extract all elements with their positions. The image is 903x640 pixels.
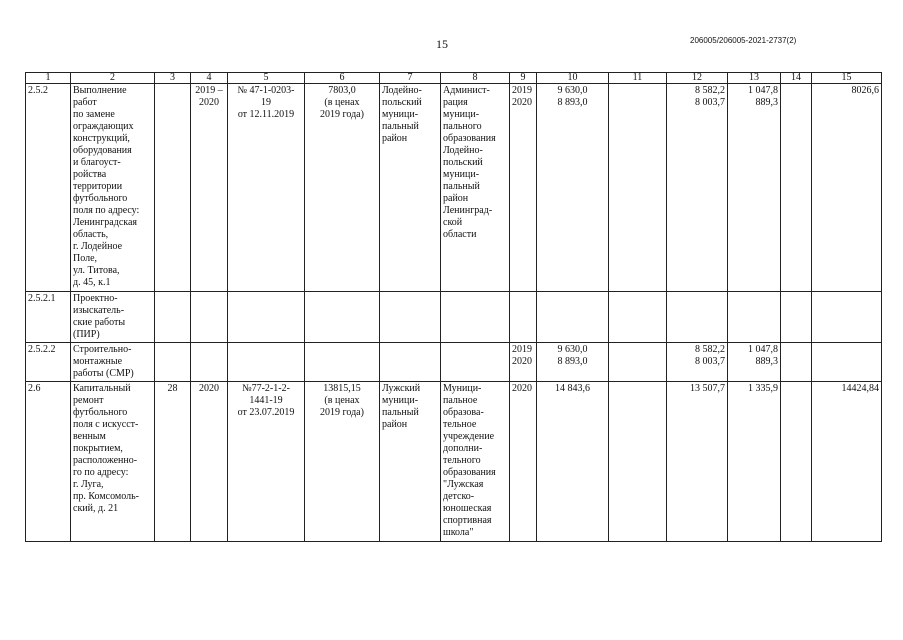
header-row — [26, 73, 882, 84]
cell-col14 — [781, 84, 812, 292]
row-number: 2.5.2.2 — [26, 343, 71, 382]
table-row — [26, 343, 882, 382]
cell-col11 — [609, 343, 667, 382]
period — [191, 292, 228, 343]
expertise-number — [228, 343, 305, 382]
cell-col3 — [155, 343, 191, 382]
customer: Админист- рация муници- пального образования Лодейно- польский муници- пальный район Ленинград- ской области — [441, 84, 510, 292]
total-amount — [537, 292, 609, 343]
customer — [441, 343, 510, 382]
customer — [441, 292, 510, 343]
header-cell: 5 — [228, 73, 305, 84]
estimated-cost: 13815,15 (в ценах 2019 года) — [305, 382, 380, 542]
expertise-number: № 47-1-0203- 19 от 12.11.2019 — [228, 84, 305, 292]
header-cell: 14 — [781, 73, 812, 84]
document-id: 206005/206005-2021-2737(2) — [690, 36, 797, 45]
cell-col14 — [781, 292, 812, 343]
header-cell: 4 — [191, 73, 228, 84]
expertise-number: №77-2-1-2- 1441-19 от 23.07.2019 — [228, 382, 305, 542]
cell-col11 — [609, 382, 667, 542]
regional-amount — [667, 292, 728, 343]
final-value — [812, 292, 882, 343]
local-amount: 1 047,8 889,3 — [728, 343, 781, 382]
year-cell: 2019 2020 — [510, 84, 537, 292]
district — [380, 292, 441, 343]
header-cell: 11 — [609, 73, 667, 84]
regional-amount: 8 582,2 8 003,7 — [667, 84, 728, 292]
work-description: Капитальный ремонт футбольного поля с искусст- венным покрытием, расположенно- го по адресу: г. Луга, пр. Комсомоль- ский, д. 21 — [71, 382, 155, 542]
cell-col11 — [609, 84, 667, 292]
header-cell: 8 — [441, 73, 510, 84]
period: 2019 – 2020 — [191, 84, 228, 292]
project-table — [25, 72, 882, 542]
local-amount — [728, 292, 781, 343]
expertise-number — [228, 292, 305, 343]
header-cell: 2 — [71, 73, 155, 84]
row-number: 2.5.2.1 — [26, 292, 71, 343]
cell-col14 — [781, 343, 812, 382]
row-number: 2.6 — [26, 382, 71, 542]
cell-col3: 28 — [155, 382, 191, 542]
table-row — [26, 382, 882, 542]
final-value: 14424,84 — [812, 382, 882, 542]
regional-amount: 8 582,2 8 003,7 — [667, 343, 728, 382]
district: Лодейно- польский муници- пальный район — [380, 84, 441, 292]
header-cell: 10 — [537, 73, 609, 84]
year-cell — [510, 292, 537, 343]
work-description: Строительно- монтажные работы (СМР) — [71, 343, 155, 382]
district — [380, 343, 441, 382]
cell-col11 — [609, 292, 667, 343]
table-row — [26, 292, 882, 343]
cell-col14 — [781, 382, 812, 542]
year-cell: 2019 2020 — [510, 343, 537, 382]
estimated-cost — [305, 343, 380, 382]
header-cell: 3 — [155, 73, 191, 84]
table-row — [26, 84, 882, 292]
total-amount: 9 630,0 8 893,0 — [537, 343, 609, 382]
page-number: 15 — [436, 37, 448, 51]
local-amount: 1 335,9 — [728, 382, 781, 542]
work-description: Выполнение работ по замене ограждающих конструкций, оборудования и благоуст- ройства территории футбольного поля по адресу: Ленинградская область, г. Лодейное Поле, ул. Титова, д. 45, к.1 — [71, 84, 155, 292]
header-cell: 12 — [667, 73, 728, 84]
header-cell: 13 — [728, 73, 781, 84]
header-cell: 15 — [812, 73, 882, 84]
total-amount: 9 630,0 8 893,0 — [537, 84, 609, 292]
final-value — [812, 343, 882, 382]
cell-col3 — [155, 292, 191, 343]
period — [191, 343, 228, 382]
estimated-cost — [305, 292, 380, 343]
header-cell: 6 — [305, 73, 380, 84]
estimated-cost: 7803,0 (в ценах 2019 года) — [305, 84, 380, 292]
header-cell: 9 — [510, 73, 537, 84]
total-amount: 14 843,6 — [537, 382, 609, 542]
cell-col3 — [155, 84, 191, 292]
row-number: 2.5.2 — [26, 84, 71, 292]
header-cell: 7 — [380, 73, 441, 84]
header-cell: 1 — [26, 73, 71, 84]
period: 2020 — [191, 382, 228, 542]
regional-amount: 13 507,7 — [667, 382, 728, 542]
local-amount: 1 047,8 889,3 — [728, 84, 781, 292]
year-cell: 2020 — [510, 382, 537, 542]
district: Лужский муници- пальный район — [380, 382, 441, 542]
final-value: 8026,6 — [812, 84, 882, 292]
customer: Муници- пальное образова- тельное учреждение дополни- тельного образования "Лужская детско- юношеская спортивная школа" — [441, 382, 510, 542]
work-description: Проектно- изыскатель- ские работы (ПИР) — [71, 292, 155, 343]
